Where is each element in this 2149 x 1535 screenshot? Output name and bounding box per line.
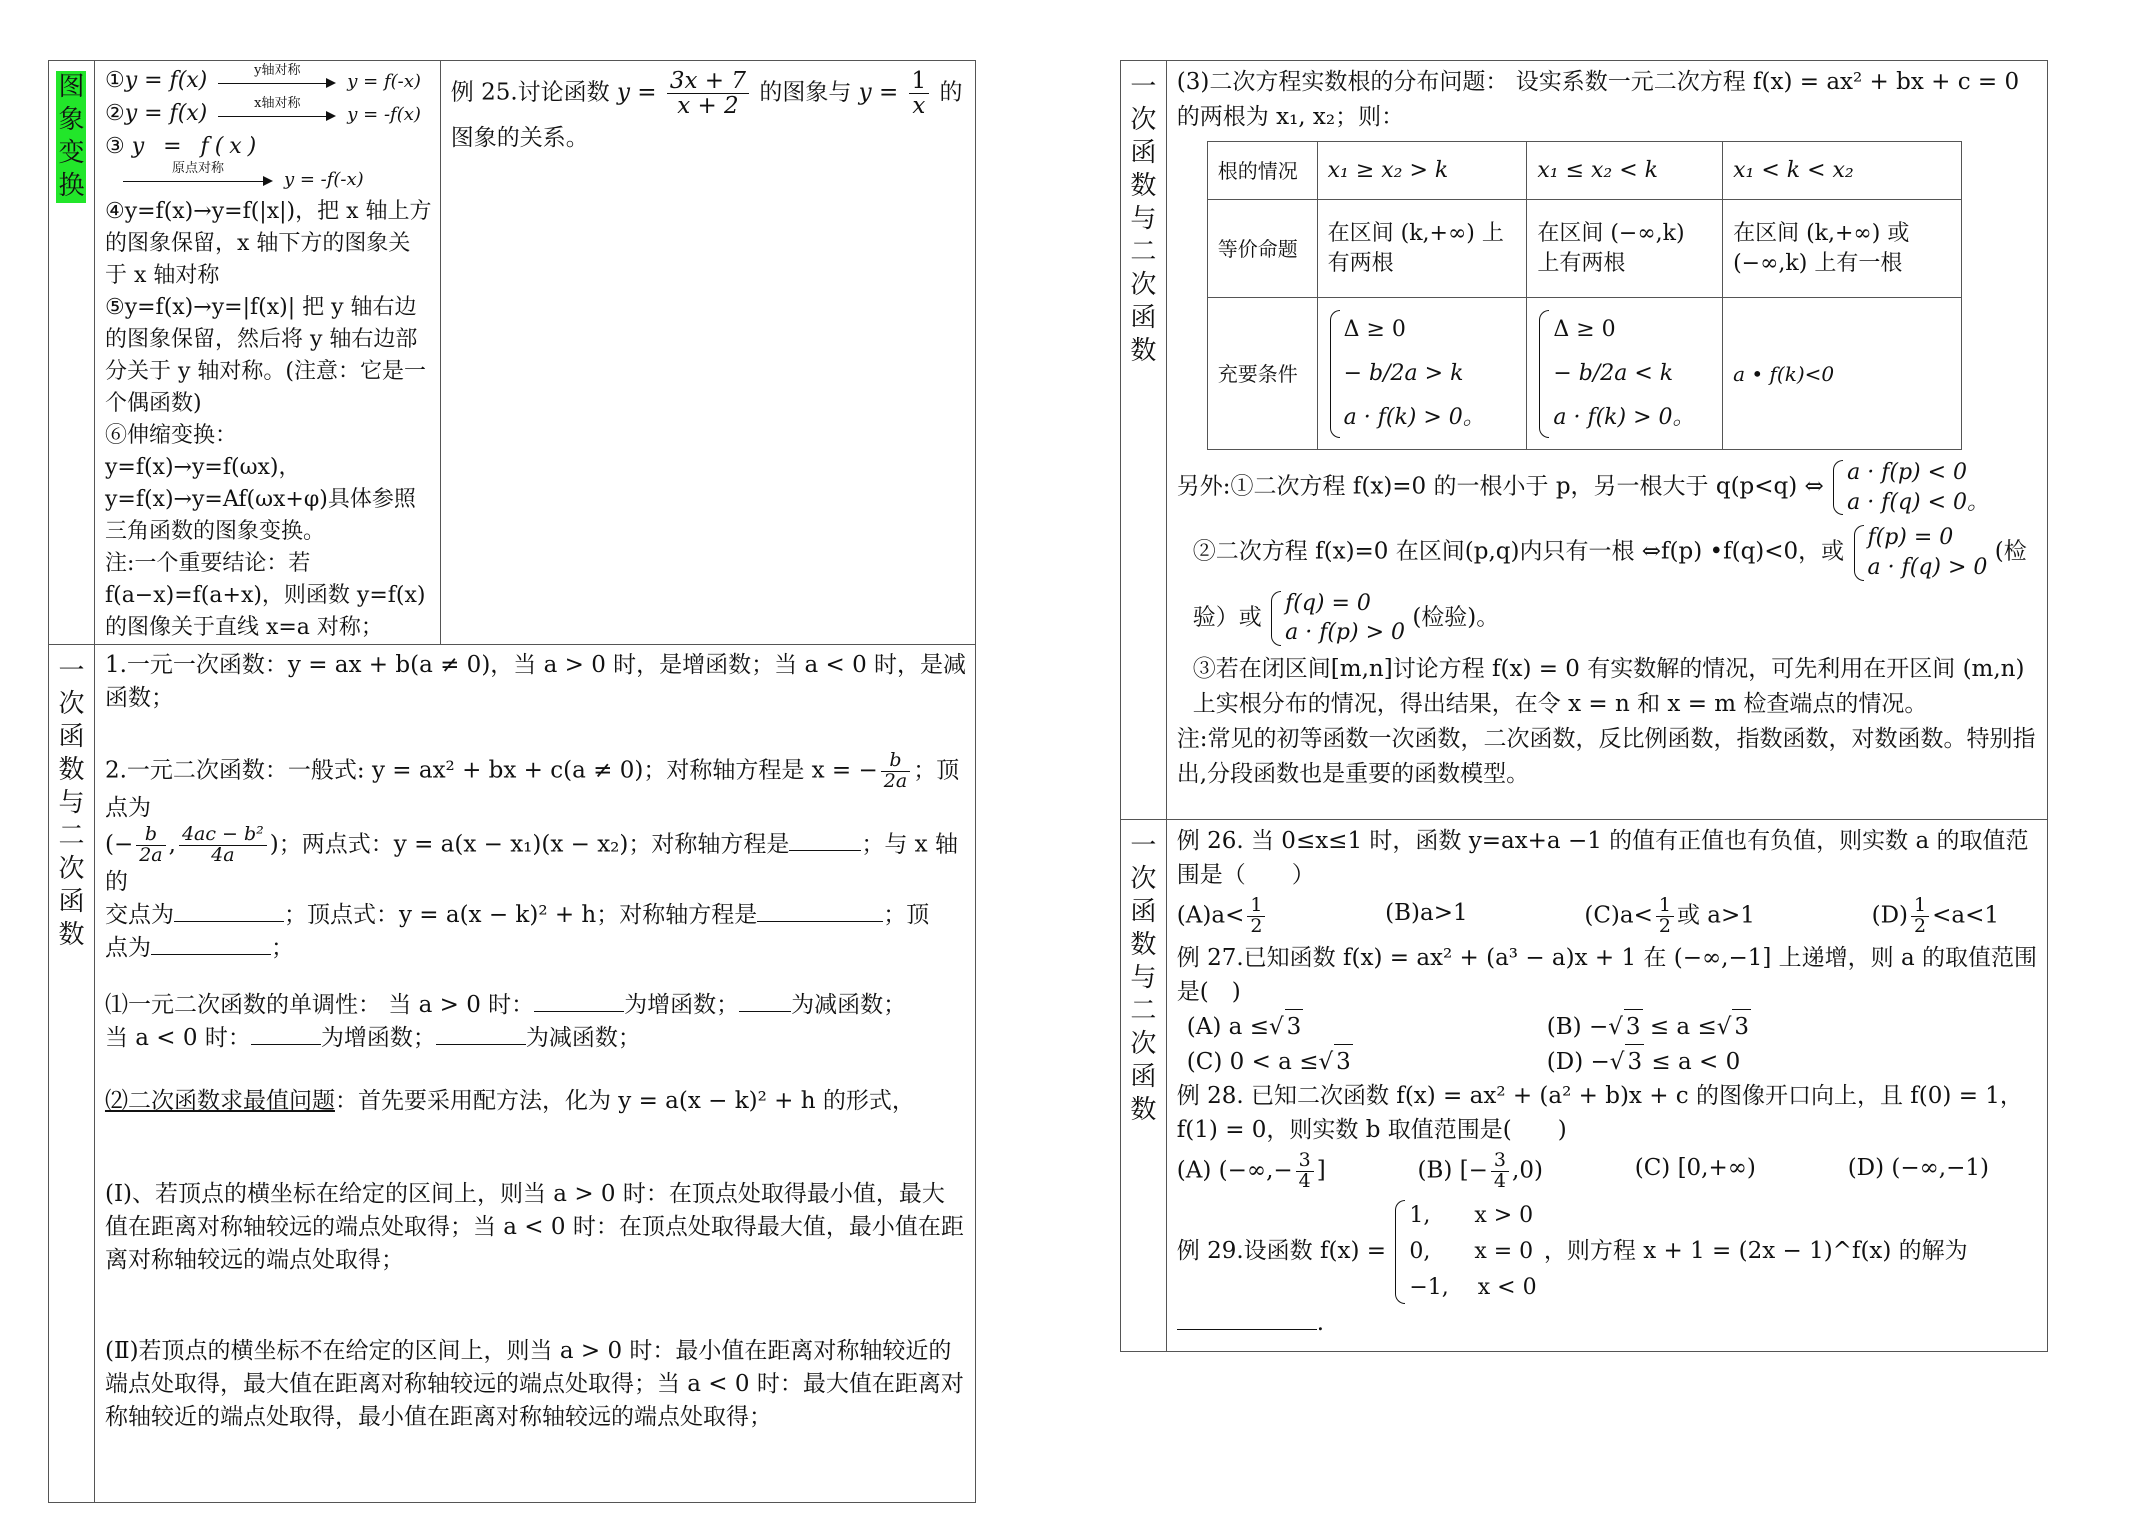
option-27-c[interactable]: (C) 0 < a ≤√ 3: [1187, 1044, 1547, 1079]
option-27-d[interactable]: (D) −√ 3 ≤ a < 0: [1547, 1044, 1907, 1079]
examples-content: [1166, 820, 2047, 1352]
example-27-options: [1177, 1009, 2039, 1079]
table-header: 根的情况: [1207, 142, 1317, 200]
example-25: 例 25.讨论函数 y = $\frac{3x + 7}{x + 2}$ 的图象与 y = $\frac{1}{x}$ 的图象的关系。: [440, 61, 975, 645]
arrow-y-axis: y轴对称: [218, 70, 336, 92]
quadratic-vertex-form: 交点为 ；顶点式：y = a(x − k)² + h；对称轴方程是 ；顶: [104, 901, 930, 928]
symmetry-note: 注:一个重要结论：若 f(a−x)=f(a+x)，则函数 y=f(x)的图像关于直线 x=a 对称；: [104, 551, 426, 640]
example-26-options: [1177, 896, 2039, 937]
left-row-functions: [49, 645, 976, 1503]
side-char: 象: [58, 105, 85, 135]
transform-6: ⑥伸缩变换：y=f(x)→y=f(ωx)，y=f(x)→y=Af(ωx+φ)具体参照三角函数的图象变换。: [104, 423, 416, 544]
blank-mono-1[interactable]: [534, 1011, 624, 1012]
blank-axis-1[interactable]: [789, 850, 861, 851]
right-row-examples: [1121, 820, 2048, 1352]
example-25-prefix: 例 25.讨论函数: [450, 79, 610, 106]
table-cell: 在区间 (k,+∞) 或 (−∞,k) 上有一根: [1723, 200, 1962, 298]
option-28-a[interactable]: (A) (−∞,− $\frac{3}{4}$ ]: [1176, 1148, 1326, 1192]
side-char: 变: [58, 138, 85, 168]
example-27: 例 27.已知函数 f(x) = ax² + (a³ − a)x + 1 在 (−∞,−1] 上递增，则 a 的取值范围是( ): [1176, 944, 2037, 1005]
side-label-image-transform: [49, 61, 95, 645]
example-26: 例 26. 当 0≤x≤1 时，函数 y=ax+a −1 的值有正值也有负值，则实数 a 的取值范围是（ ）: [1176, 828, 2029, 888]
arrow-x-axis: x轴对称: [218, 103, 336, 125]
blank-answer-29[interactable]: [1177, 1329, 1317, 1330]
option-26-a[interactable]: (A)a< $\frac{1}{2}$: [1177, 896, 1269, 937]
linear-function: 1.一元一次函数：y = ax + b(a ≠ 0)，当 a > 0 时，是增函数；当 a < 0 时，是减函数；: [104, 652, 967, 711]
extra-3: 验）或 f(q) = 0 a · f(p) > 0 (检验)。: [1177, 589, 2039, 648]
option-28-c[interactable]: (C) [0,+∞): [1634, 1154, 1756, 1181]
right-row-root-distribution: [1121, 61, 2048, 820]
table-row-label: 等价命题: [1207, 200, 1317, 298]
right-note: 注:常见的初等函数一次函数，二次函数，反比例函数，指数函数，对数函数。特别指出,分段函数也是重要的函数模型。: [1176, 726, 2036, 788]
quadratic-vertex-point: 点为 ；: [104, 934, 294, 961]
table-row-label: 充要条件: [1207, 298, 1317, 450]
table-header: x₁ ≤ x₂ < k: [1527, 142, 1723, 200]
left-table: [48, 60, 976, 1503]
left-row-image-transform: [49, 61, 976, 645]
example-25-fraction-2: $\frac{1}{x}$: [909, 69, 930, 118]
option-26-c[interactable]: (C)a< $\frac{1}{2}$ 或 a>1: [1584, 894, 1755, 937]
table-header: x₁ ≥ x₂ > k: [1317, 142, 1527, 200]
side-label-right-1: 一 次 函 数 与 二 次 函 数: [1121, 61, 1167, 820]
functions-content: [94, 645, 975, 1503]
option-26-d[interactable]: (D) $\frac{1}{2}$ <a<1: [1871, 894, 1999, 937]
transform-2: ②y = f(x) x轴对称 y = -f(x): [104, 96, 421, 126]
extra-2: ②二次方程 f(x)=0 在区间(p,q)内只有一根 ⇔f(p) •f(q)<0，或 f(p) = 0 a · f(q) > 0 (检: [1177, 523, 2039, 582]
blank-axis-2[interactable]: [757, 921, 883, 922]
table-cell: 在区间 (−∞,k) 上有两根: [1527, 200, 1723, 298]
table-cell: 在区间 (k,+∞) 上有两根: [1317, 200, 1527, 298]
option-27-a[interactable]: (A) a ≤√ 3: [1187, 1009, 1547, 1044]
extra-1: 另外:①二次方程 f(x)=0 的一根小于 p，另一根大于 q(p<q) ⇔ a · f(p) < 0 a · f(q) < 0。: [1177, 458, 2039, 517]
monotonicity: ⑴一元二次函数的单调性： 当 a > 0 时： 为增函数； 为减函数； 当 a < 0 时： 为增函数； 为减函数；: [104, 991, 907, 1051]
side-char: 换: [58, 171, 85, 201]
blank-intersection[interactable]: [174, 921, 284, 922]
transform-5: ⑤y=f(x)→y=|f(x)| 把 y 轴右边的图象保留，然后将 y 轴右边部分关于 y 轴对称。(注意：它是一个偶函数): [104, 295, 426, 416]
extreme-value: ⑵二次函数求最值问题：首先要采用配方法，化为 y = a(x − k)² + h 的形式，: [104, 1087, 915, 1114]
example-28: 例 28. 已知二次函数 f(x) = ax² + (a² + b)x + c 的图像开口向上，且 f(0) = 1，f(1) = 0，则实数 b 取值范围是( ): [1176, 1082, 2023, 1143]
side-char: 图: [58, 72, 85, 102]
transform-3: ③ y = f(x) 原点对称 y = -f(-x): [104, 134, 364, 190]
case-vertex-inside: (Ⅰ)、若顶点的横坐标在给定的区间上，则当 a > 0 时：在顶点处取得最小值，最大值在距离对称轴较远的端点处取得；当 a < 0 时：在顶点处取得最大值，最小值在距离对称轴较远的端点处取得；: [104, 1180, 964, 1273]
extra-4: ③若在闭区间[m,n]讨论方程 f(x) = 0 有实数解的情况，可先利用在开区间 (m,n)上实根分布的情况，得出结果，在令 x = n 和 x = m 检查端点的情况。: [1192, 656, 2025, 718]
arrow-origin: 原点对称: [123, 168, 273, 190]
example-29: 例 29.设函数 f(x) = 1, x > 0 0, x = 0 −1, x < 0 ，则方程 x + 1 = (2x − 1)^f(x) 的解为.: [1177, 1198, 2039, 1340]
side-label-right-2: 一 次 函 数 与 二 次 函 数: [1121, 820, 1167, 1352]
table-cell: Δ ≥ 0 − b/2a < k a · f(k) > 0。: [1527, 298, 1723, 450]
option-28-b[interactable]: (B) [− $\frac{3}{4}$ ,0): [1417, 1148, 1543, 1192]
root-distribution-intro: (3)二次方程实数根的分布问题： 设实系数一元二次方程 f(x) = ax² + bx + c = 0 的两根为 x₁, x₂；则：: [1176, 69, 2020, 130]
quadratic-general: 2.一元二次函数：一般式: y = ax² + bx + c(a ≠ 0)；对称轴方程是 x = − $\frac{b}{2a}$ ；顶点为: [104, 749, 960, 821]
option-27-b[interactable]: (B) −√ 3 ≤ a ≤√ 3: [1547, 1009, 1907, 1044]
blank-mono-4[interactable]: [436, 1044, 526, 1045]
option-26-b[interactable]: (B)a>1: [1385, 900, 1468, 926]
quadratic-vertex: (− $\frac{b}{2a}$ , $\frac{\text{4ac − b²}}{4a}$ )；两点式：y = a(x − x₁)(x − x₂)；对称轴方程是 ；与 x 轴的: [104, 822, 958, 895]
side-label-functions: 一 次 函 数 与 二 次 函 数: [49, 645, 95, 1503]
case-vertex-outside: (Ⅱ)若顶点的横坐标不在给定的区间上，则当 a > 0 时：最小值在距离对称轴较近的端点处取得，最大值在距离对称轴较远的端点处取得；当 a < 0 时：最大值在距离对称轴较近的端点处取得，最小值在距离对称轴较远的端点处取得；: [104, 1337, 964, 1430]
transform-1: ①y = f(x) y轴对称 y = f(-x): [104, 63, 421, 93]
option-28-d[interactable]: (D) (−∞,−1): [1847, 1154, 1989, 1181]
table-header: x₁ < k < x₂: [1723, 142, 1962, 200]
example-28-options: [1176, 1148, 2039, 1192]
example-25-fraction-1: $\frac{3x + 7}{x + 2}$: [667, 69, 749, 118]
table-cell: a • f(k)<0: [1723, 298, 1962, 450]
transform-list: [94, 61, 440, 645]
root-distribution-content: [1166, 61, 2047, 820]
blank-vertex[interactable]: [151, 954, 271, 955]
transform-4: ④y=f(x)→y=f(|x|)，把 x 轴上方的图象保留，x 轴下方的图象关于 x 轴对称: [104, 199, 432, 288]
right-table: [1120, 60, 2048, 1352]
blank-mono-3[interactable]: [251, 1044, 321, 1045]
table-cell: Δ ≥ 0 − b/2a > k a · f(k) > 0。: [1317, 298, 1527, 450]
root-distribution-table: [1207, 141, 1962, 450]
blank-mono-2[interactable]: [739, 1011, 791, 1012]
